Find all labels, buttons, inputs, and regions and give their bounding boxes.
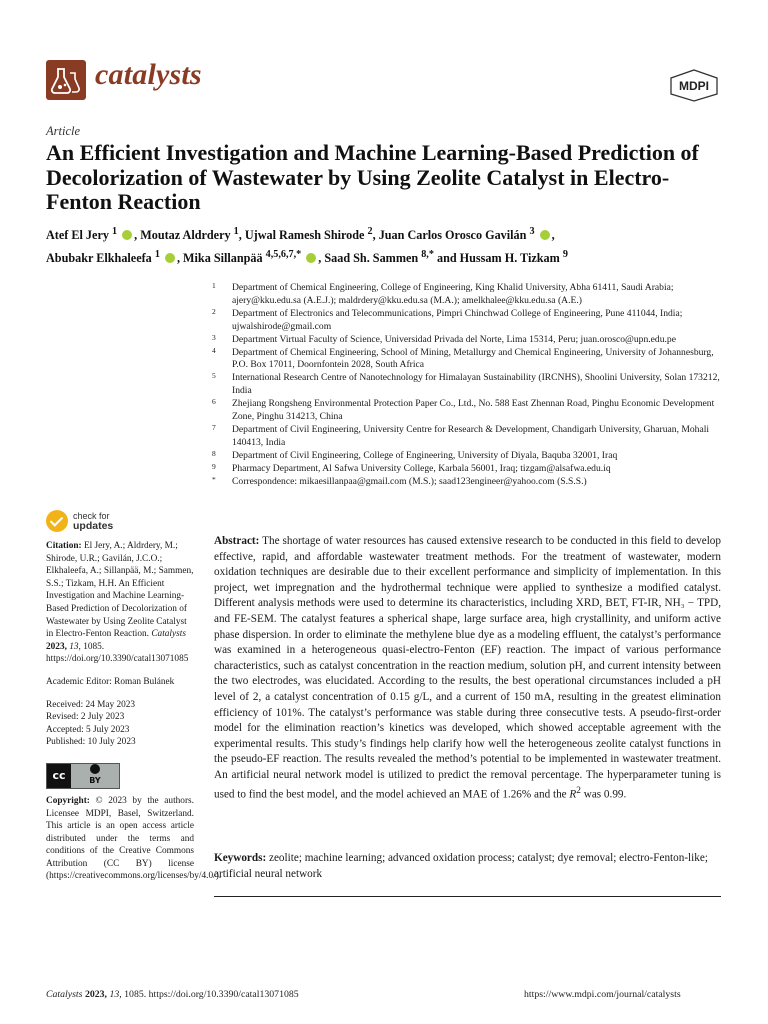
citation-doi-link[interactable]: 1085. https://doi.org/10.3390/catal13071085 [46, 641, 189, 665]
affiliation-number: 8 [212, 448, 216, 458]
affiliation-number: 1 [212, 281, 216, 290]
author-name[interactable]: Hussam H. Tizkam [459, 251, 560, 266]
correspondence-text: Correspondence: mikaesillanpaa@gmail.com (M.S.); saad123engineer@yahoo.com (S.S.S.) [232, 475, 587, 487]
author-line-1: Atef El Jery $^1$ , Moutaz Aldrdery $^1$, Ujwal Ramesh Shirode $^2$, Juan Carlos Orosco Gavilán $^3$ , [46, 226, 555, 243]
academic-editor: Academic Editor: Roman Bulánek [46, 676, 175, 687]
author-affil-sup: 9 [562, 249, 568, 261]
abstract-end: was 0.99. [583, 788, 627, 801]
affiliation-number: 2 [212, 306, 216, 316]
author-name[interactable]: Juan Carlos Orosco Gavilán [378, 228, 527, 243]
affiliation-text: Department of Civil Engineering, University Centre for Research & Development, Chandigarh University, Gharuan, Mohali 140413, India [232, 423, 710, 448]
affiliation-number: 5 [212, 371, 216, 381]
orcid-icon[interactable] [165, 253, 175, 263]
abstract-r2-sup: 2 [576, 785, 581, 796]
author-affil-sup: 2 [367, 226, 373, 237]
author-name[interactable]: Abubakr Elkhaleefa [46, 251, 152, 266]
author-name[interactable]: Mika Sillanpää [183, 251, 263, 266]
abstract [214, 534, 721, 803]
affiliation-number: 7 [212, 422, 216, 432]
affiliation-item [212, 398, 732, 424]
affiliation-number: 6 [212, 397, 216, 407]
orcid-icon[interactable] [540, 230, 550, 240]
revised-date: Revised: 2 July 2023 [46, 712, 125, 723]
mdpi-logo[interactable] [667, 68, 721, 102]
author-affil-sup: 3 [529, 226, 535, 237]
journal-name[interactable]: catalysts [95, 58, 202, 91]
citation-journal: Catalysts [151, 629, 186, 640]
affiliation-text: Zhejiang Rongsheng Environmental Protection Paper Co., Ltd., No. 588 East Zhennan Road, Pinghu Economic Development Zone, Pinghu 314213, China [232, 398, 715, 423]
copyright-notice [46, 795, 222, 883]
footer-citation [46, 989, 299, 1000]
author-affil-sup: 8,* [421, 249, 434, 261]
footer-volume: 13, [109, 989, 122, 1000]
citation-volume: 13, [69, 641, 81, 652]
affiliation-text: Department Virtual Faculty of Science, Universidad Privada del Norte, Lima 15314, Peru; juan.orosco@upn.edu.pe [232, 333, 676, 345]
copyright-label: Copyright: [46, 795, 90, 806]
citation-text: El Jery, A.; Aldrdery, M.; Shirode, U.R.; Gavilán, J.C.O.; Elkhaleefa, A.; Sillanpää, M.; Sammen, S.S.; Tizkam, H.H. An Efficient Investigation and Machine Learning-Based Prediction of Decolorization of Wastewater by Using Zeolite Catalyst in Electro-Fenton Reaction. [46, 541, 194, 640]
cc-icon: cc [47, 764, 71, 788]
cc-by-label: BY [89, 776, 101, 786]
affiliation-number: * [212, 474, 216, 484]
author-affil-sup: 1 [233, 226, 239, 237]
check-updates-line2: updates [73, 520, 114, 532]
copyright-text: © 2023 by the authors. Licensee MDPI, Basel, Switzerland. This article is an open access article distributed under the terms and conditions of the Creative Commons Attribution (CC BY) license (https://creativecommons.org/licenses/by/4.0/). [46, 795, 222, 882]
author-name[interactable]: Moutaz Aldrdery [140, 228, 231, 243]
affiliation-text: Department of Civil Engineering, College of Engineering, University of Diyala, Baquba 32001, Iraq [232, 449, 618, 461]
affiliation-number: 9 [212, 461, 216, 471]
affiliation-item [212, 476, 732, 489]
author-name[interactable]: Saad Sh. Sammen [324, 251, 419, 266]
cc-by-license-badge[interactable] [46, 763, 120, 789]
footer-year: 2023, [84, 989, 107, 1000]
received-date: Received: 24 May 2023 [46, 699, 136, 710]
published-date: Published: 10 July 2023 [46, 737, 136, 748]
accepted-date: Accepted: 5 July 2023 [46, 724, 130, 735]
citation-label: Citation: [46, 541, 82, 551]
journal-logo-icon [46, 60, 86, 100]
affiliation-item [212, 308, 732, 334]
mdpi-logo-text: MDPI [679, 79, 709, 93]
affiliation-text: Department of Chemical Engineering, College of Engineering, King Khalid University, Abha 61411, Saudi Arabia; ajery@kku.edu.sa (A.E.J.); maldrdery@kku.edu.sa (M.A.); amelkhalee@kku.edu.sa (A.E.) [232, 282, 674, 306]
author-name[interactable]: Atef El Jery [46, 228, 109, 243]
affiliation-item [212, 463, 732, 476]
check-updates-line1: check for [73, 511, 110, 521]
abstract-r2-symbol: R [569, 788, 577, 801]
citation-year: 2023, [46, 641, 67, 652]
author-name[interactable]: Ujwal Ramesh Shirode [244, 228, 365, 243]
affiliations-list [212, 282, 732, 489]
keywords-label: Keywords: [214, 852, 267, 864]
attribution-person-icon [90, 764, 100, 774]
section-divider [214, 896, 721, 897]
abstract-label: Abstract: [214, 535, 260, 547]
affiliation-text: Department of Chemical Engineering, School of Mining, Metallurgy and Chemical Engineering, University of Johannesburg, P.O. Box 17011, Doornfontein 2028, South Africa [232, 346, 714, 371]
author-affil-sup: 1 [112, 226, 118, 237]
author-affil-sup: 4,5,6,7,* [265, 249, 302, 261]
orcid-icon[interactable] [306, 253, 316, 263]
sidebar [46, 540, 222, 883]
article-title: An Efficient Investigation and Machine Learning-Based Prediction of Decolorization of Wastewater by Using Zeolite Catalyst in Electro-Fenton Reaction [46, 140, 699, 214]
affiliation-item [212, 424, 732, 450]
affiliation-item [212, 282, 732, 308]
footer-journal: Catalysts [46, 989, 83, 1000]
author-line-2: Abubakr Elkhaleefa $^1$ , Mika Sillanpää $^{4,5,6,7,*}$ , Saad Sh. Sammen $^{8,*}$ and Hussam H. Tizkam $^9$ [46, 249, 568, 266]
keywords-text: zeolite; machine learning; advanced oxidation process; catalyst; dye removal; electro-Fenton-like; artificial neural network [214, 852, 708, 880]
affiliation-item [212, 372, 732, 398]
affiliation-number: 3 [212, 332, 216, 342]
affiliation-text: International Research Centre of Nanotechnology for Himalayan Sustainability (IRCNHS), Shoolini University, Solan 173212, India [232, 372, 720, 397]
affiliation-number: 4 [212, 345, 216, 355]
footer-journal-url[interactable]: https://www.mdpi.com/journal/catalysts [524, 989, 681, 1000]
article-type: Article [46, 124, 81, 138]
and-word: and [436, 251, 457, 266]
check-updates-icon [46, 510, 68, 532]
check-for-updates-badge[interactable] [46, 510, 113, 532]
author-affil-sup: 1 [154, 249, 160, 261]
affiliation-item [212, 450, 732, 463]
author-list [46, 222, 726, 268]
abstract-text: The shortage of water resources has caused extensive research to be conducted in this field to develop effective, rapid, and affordable wastewater treatment methods. For the treatment of wastewater, modern oxidation techniques are desirable due to their excellent performance and simplicity of implementation. In this project, wet impregnation and the hydrothermal technique were applied to synthesize a modified catalyst. Different analysis methods were used to determine its characteristics, including XRD, BET, FT-IR, NH₃ − TPD, and FE-SEM. The catalyst features a spherical shape, large surface area, high crystallinity, and uniform active phase dispersion. In order to eliminate the methylene blue dye as a modeling effluent, the catalyst’s performance was examined in a heterogeneous quasi-electro-Fenton (EF) reaction. The impact of various performance characteristics, such as catalyst concentration in the reaction medium, solution pH, and current intensity between the two electrodes, was elucidated. According to the results, the best operational circumstances included a pH level of 2, a catalyst concentration of 0.15 g/L, and a current of 150 mA, resulting in the greatest elimination efficiency of 101%. The catalyst’s performance was stable during three consecutive tests. A pseudo-first-order model for the elimination reaction’s kinetics was developed, which showed acceptable agreement with the experimental results. This study’s findings help clarify how well the heterogeneous zeolite catalyst functions in the pseudo-EF reaction. The results revealed the method’s potential to be implemented in wastewater treatment. An artificial neural network model is utilized to predict the removal percentage. The hyperparameter tuning is used to find the best model, and the model achieved an MAE of 1.26% and the [214, 535, 721, 801]
orcid-icon[interactable] [122, 230, 132, 240]
affiliation-text: Pharmacy Department, Al Safwa University College, Karbala 56001, Iraq; tizgam@alsafwa.edu.iq [232, 462, 611, 474]
footer-doi-link[interactable]: 1085. https://doi.org/10.3390/catal13071085 [124, 989, 299, 1000]
affiliation-text: Department of Electronics and Telecommunications, Pimpri Chinchwad College of Engineering, Pune 411044, India; ujwalshirode@gmail.com [232, 307, 683, 332]
affiliation-item [212, 334, 732, 347]
keywords [214, 851, 721, 882]
citation [46, 540, 194, 666]
affiliation-item [212, 347, 732, 373]
